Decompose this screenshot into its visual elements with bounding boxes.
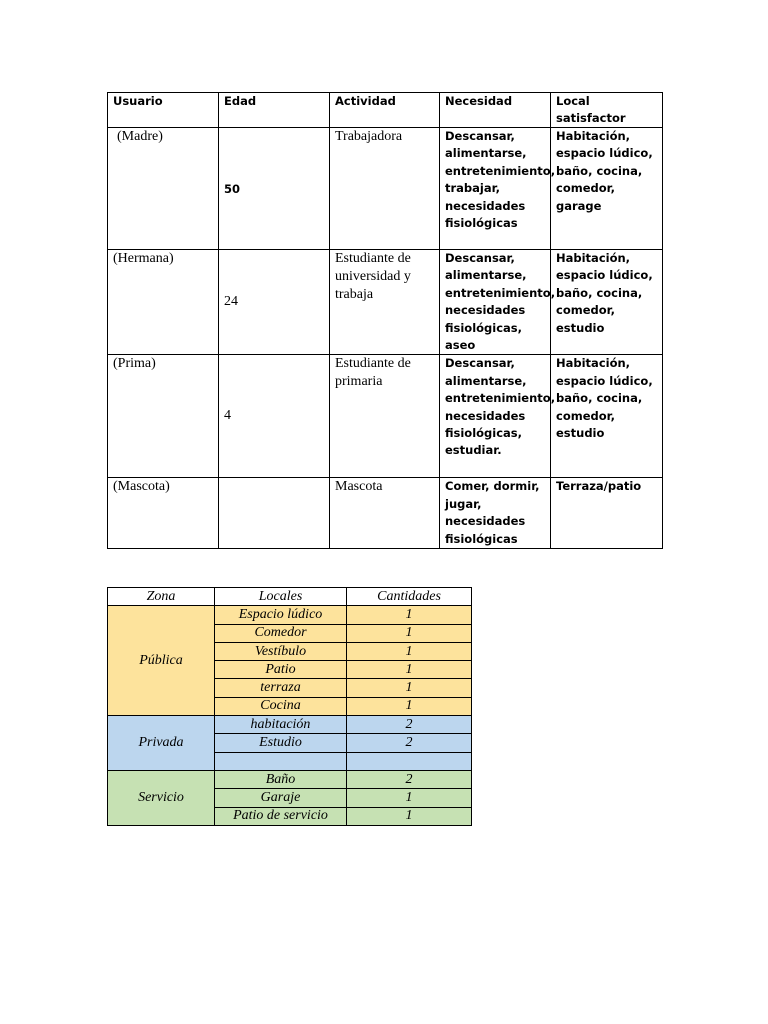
local-cell: Comedor xyxy=(215,624,347,642)
cantidad-cell: 1 xyxy=(347,642,472,660)
table-row xyxy=(108,250,663,355)
usuario-cell: (Hermana) xyxy=(108,250,219,355)
header-actividad: Actividad xyxy=(330,93,440,128)
cantidad-cell: 1 xyxy=(347,789,472,807)
usuario-cell: (Prima) xyxy=(108,355,219,478)
cantidad-cell: 1 xyxy=(347,661,472,679)
zone-privada: Privada xyxy=(108,716,215,771)
local-cell: Terraza/patio xyxy=(551,478,663,549)
local-cell: Habitación, espacio lúdico, baño, cocina, comedor, garage xyxy=(551,128,663,250)
cantidad-cell: 1 xyxy=(347,697,472,715)
necesidad-cell: Descansar, alimentarse, entretenimiento, necesidades fisiológicas, estudiar. xyxy=(440,355,551,478)
table-row xyxy=(108,606,472,624)
cantidad-cell: 2 xyxy=(347,734,472,752)
usuario-cell: (Mascota) xyxy=(108,478,219,549)
actividad-cell: Mascota xyxy=(330,478,440,549)
local-cell: Baño xyxy=(215,770,347,788)
local-cell: Estudio xyxy=(215,734,347,752)
cantidad-cell: 1 xyxy=(347,679,472,697)
header-zona: Zona xyxy=(108,588,215,606)
edad-cell xyxy=(219,478,330,549)
cantidad-cell: 2 xyxy=(347,716,472,734)
header-usuario: Usuario xyxy=(108,93,219,128)
necesidad-cell: Comer, dormir, jugar, necesidades fisiológicas xyxy=(440,478,551,549)
table-row xyxy=(108,128,663,250)
zone-servicio: Servicio xyxy=(108,770,215,825)
header-local-satisfactor: Local satisfactor xyxy=(551,93,663,128)
local-cell: Cocina xyxy=(215,697,347,715)
zones-table xyxy=(107,587,472,826)
header-necesidad: Necesidad xyxy=(440,93,551,128)
local-cell xyxy=(215,752,347,770)
edad-cell: 24 xyxy=(219,250,330,355)
cantidad-cell xyxy=(347,752,472,770)
cantidad-cell: 1 xyxy=(347,624,472,642)
table-row xyxy=(108,770,472,788)
table-row xyxy=(108,355,663,478)
actividad-cell: Trabajadora xyxy=(330,128,440,250)
zones-table-header xyxy=(108,588,472,606)
users-table xyxy=(107,92,663,549)
header-cantidades: Cantidades xyxy=(347,588,472,606)
necesidad-cell: Descansar, alimentarse, entretenimiento, necesidades fisiológicas, aseo xyxy=(440,250,551,355)
local-cell: Patio xyxy=(215,661,347,679)
local-cell: Habitación, espacio lúdico, baño, cocina, comedor, estudio xyxy=(551,250,663,355)
necesidad-cell: Descansar, alimentarse, entretenimiento, trabajar, necesidades fisiológicas xyxy=(440,128,551,250)
edad-cell: 4 xyxy=(219,355,330,478)
table-row xyxy=(108,478,663,549)
header-locales: Locales xyxy=(215,588,347,606)
actividad-cell: Estudiante de universidad y trabaja xyxy=(330,250,440,355)
local-cell: Vestíbulo xyxy=(215,642,347,660)
actividad-cell: Estudiante de primaria xyxy=(330,355,440,478)
usuario-cell: (Madre) xyxy=(108,128,219,250)
table-row xyxy=(108,716,472,734)
cantidad-cell: 1 xyxy=(347,807,472,825)
edad-cell: 50 xyxy=(219,128,330,250)
header-edad: Edad xyxy=(219,93,330,128)
cantidad-cell: 1 xyxy=(347,606,472,624)
local-cell: Espacio lúdico xyxy=(215,606,347,624)
local-cell: terraza xyxy=(215,679,347,697)
local-cell: Patio de servicio xyxy=(215,807,347,825)
local-cell: habitación xyxy=(215,716,347,734)
cantidad-cell: 2 xyxy=(347,770,472,788)
local-cell: Garaje xyxy=(215,789,347,807)
local-cell: Habitación, espacio lúdico, baño, cocina, comedor, estudio xyxy=(551,355,663,478)
users-table-header xyxy=(108,93,663,128)
zone-publica: Pública xyxy=(108,606,215,716)
